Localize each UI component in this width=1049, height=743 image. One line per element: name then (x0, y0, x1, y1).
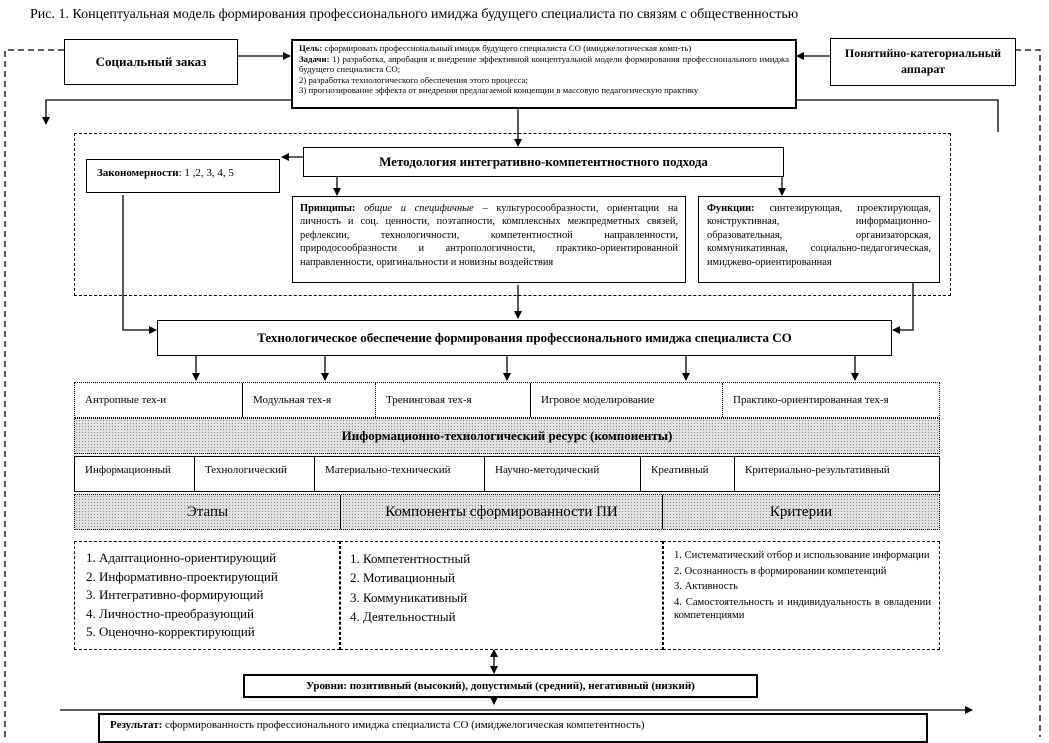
principles-text: – культуросообразности, ориентации на личность и соц. ценности, поэтапности, комплексных межпредметных связей, рефлексии, технологичности, компетентностной направленности, природосообразности и антропологичности, практико-ориентированной направленности, оригинальности и новизны воздействия (300, 203, 678, 268)
result-box (98, 713, 928, 743)
headers-band (74, 494, 940, 530)
criteria-item: 3. Активность (674, 581, 738, 592)
component-scientific-methodical: Научно-методический (485, 457, 641, 491)
criteria-box (663, 541, 940, 650)
methodology-box (303, 147, 784, 177)
goal-text: сформировать профессиональный имидж будущего специалиста СО (имиджелогическая комп-ть) (324, 43, 692, 53)
info-resource-label: Информационно-технологический ресурс (компоненты) (341, 428, 673, 443)
task-1: 1) разработка, апробация и внедрение эффективной концептуальной модели формирования профессионального имиджа будущего специалиста СО; (299, 53, 789, 75)
info-resource-band (74, 418, 940, 454)
component-informational: Информационный (75, 457, 195, 491)
result-label: Результат: (110, 719, 163, 731)
technology-practice-oriented: Практико-ориентированная тех-я (733, 394, 889, 406)
social-order-label: Социальный заказ (95, 54, 207, 69)
criteria-item: 1. Систематический отбор и использование информации (674, 550, 930, 561)
principles-box (292, 196, 686, 283)
stage-item: 2. Информативно-проектирующий (86, 568, 278, 584)
header-pi-components: Компоненты сформированности ПИ (341, 495, 663, 529)
technology-training: Тренинговая тех-я (376, 383, 531, 417)
goal-label: Цель: (299, 43, 323, 53)
levels-label: Уровни: позитивный (высокий), допустимый (средний), негативный (низкий) (306, 680, 695, 692)
levels-box (243, 674, 758, 698)
tech-support-box (157, 320, 892, 356)
tasks-label: Задачи: (299, 53, 330, 64)
regularities-label: Закономерности (97, 167, 179, 179)
component-material-technical: Материально-технический (315, 457, 485, 491)
conceptual-apparatus-label: Понятийно-категориальный аппарат (844, 46, 1002, 76)
pi-component-item: 3. Коммуникативный (350, 589, 468, 605)
technology-modular: Модульная тех-я (243, 383, 376, 417)
functions-text: синтезирующая, проектирующая, конструктивная, информационно-образовательная, организаторская, коммуникативная, социально-педагогическая, имиджево-ориентированная (707, 203, 931, 268)
functions-box (698, 196, 940, 283)
stage-item: 3. Интегративно-формирующий (86, 587, 264, 603)
task-2: 2) разработка технологического обеспечения этого процесса; (299, 74, 528, 85)
components-row (74, 456, 940, 492)
stage-item: 1. Адаптационно-ориентирующий (86, 550, 277, 565)
social-order-box (64, 39, 238, 85)
pi-component-item: 1. Компетентностный (350, 551, 471, 566)
stage-item: 4. Личностно-преобразующий (86, 605, 254, 621)
result-text: сформированность профессионального имиджа специалиста СО (имиджелогическая компетентность) (162, 719, 645, 731)
tech-support-label: Технологическое обеспечение формирования профессионального имиджа специалиста СО (257, 330, 792, 345)
criteria-item: 4. Самостоятельность и индивидуальность в овладении компетенциями (674, 596, 931, 621)
technologies-row (74, 382, 940, 418)
functions-label: Функции: (707, 203, 755, 214)
pi-component-item: 4. Деятельностный (350, 608, 456, 624)
criteria-item: 2. Осознанность в формировании компетенций (674, 565, 887, 577)
methodology-label: Методология интегративно-компетентностного подхода (379, 154, 708, 169)
figure-caption: Рис. 1. Концептуальная модель формирования профессионального имиджа будущего специалиста по связям с общественностью (30, 7, 799, 22)
stages-box (74, 541, 340, 650)
component-creative: Креативный (641, 457, 735, 491)
principles-label: Принципы: (300, 203, 356, 214)
pi-component-item: 2. Мотивационный (350, 570, 455, 586)
header-stages: Этапы (75, 495, 341, 529)
regularities-box (86, 159, 280, 193)
pi-components-box (340, 541, 663, 650)
regularities-values: : 1 ,2, 3, 4, 5 (178, 167, 234, 179)
technology-anthropic: Антропные тех-и (75, 383, 243, 417)
header-criteria: Критерии (769, 504, 833, 520)
goal-box (291, 39, 797, 109)
conceptual-apparatus-box (830, 38, 1016, 86)
stage-item: 5. Оценочно-корректирующий (86, 624, 255, 640)
task-3: 3) прогнозирование эффекта от внедрения предлагаемой концепции в массовую педагогическую практику (299, 85, 699, 96)
principles-italic: общие и специфичные (364, 203, 474, 214)
technology-game-modeling: Игровое моделирование (531, 383, 723, 417)
component-technological: Технологический (195, 457, 315, 491)
component-criterial-resultative: Критериально-результативный (745, 464, 890, 476)
